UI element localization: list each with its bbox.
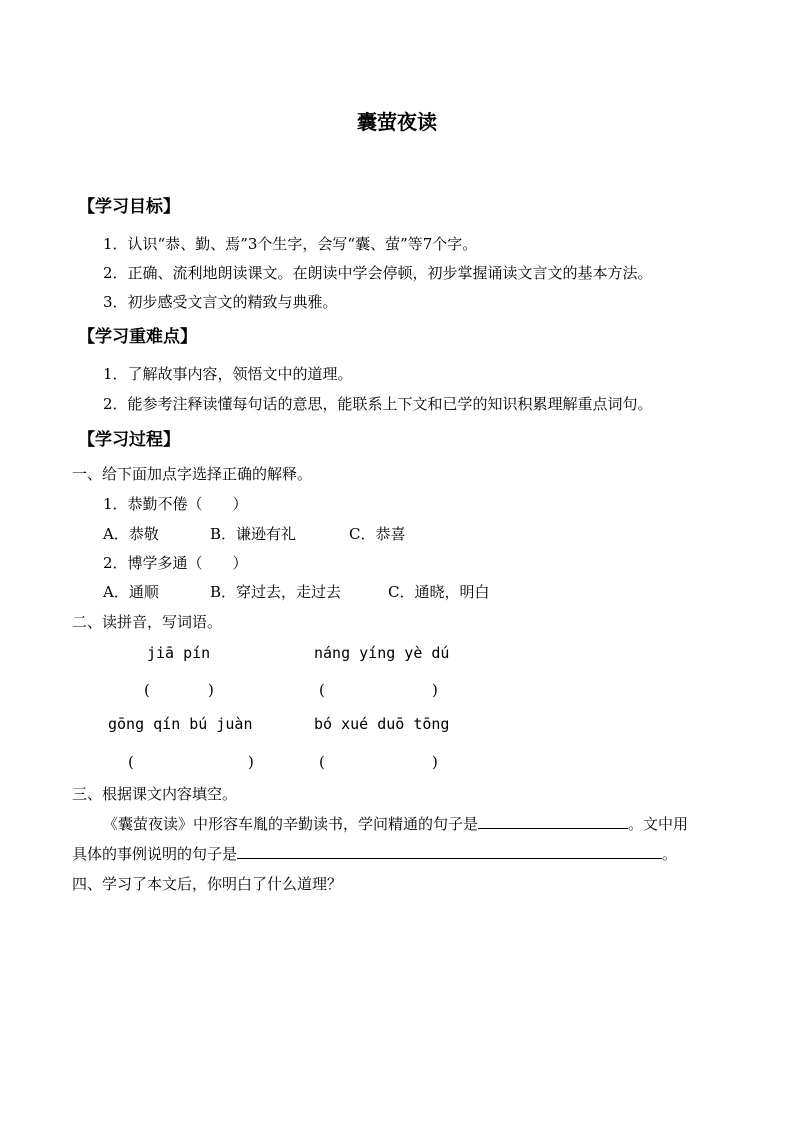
answer-blank[interactable] (237, 844, 662, 859)
goal-item: 1．认识“恭、勤、焉”3个生字，会写“囊、萤”等7个字。 (103, 235, 478, 253)
answer-paren-close: ) (208, 681, 214, 699)
fill-line-2 (72, 843, 677, 864)
option-c: C．恭喜 (349, 525, 406, 543)
answer-paren-open: ( (144, 681, 150, 699)
option-c: C．通晓，明白 (388, 583, 490, 601)
answer-paren-open: ( (128, 753, 134, 771)
answer-paren-open: ( (319, 681, 325, 699)
answer-paren-close: ) (248, 753, 254, 771)
fill-line-1-end: 。文中用 (628, 815, 689, 833)
page-title: 囊萤夜读 (357, 110, 437, 134)
section-heading-goals: 【学习目标】 (78, 197, 180, 217)
answer-blank[interactable] (478, 814, 628, 829)
section-heading-process: 【学习过程】 (78, 430, 180, 450)
option-b: B．穿过去，走过去 (210, 583, 342, 601)
key-point-item: 2．能参考注释读懂每句话的意思，能联系上下文和已学的知识积累理解重点词句。 (103, 395, 653, 413)
option-a: A．通顺 (103, 583, 159, 601)
fill-line-2-text: 具体的事例说明的句子是 (72, 845, 238, 863)
pinyin-prompt: náng yíng yè dú (314, 644, 450, 662)
option-a: A．恭敬 (103, 525, 159, 543)
pinyin-prompt: bó xué duō tōng (314, 715, 450, 733)
goal-item: 3．初步感受文言文的精致与典雅。 (103, 293, 338, 311)
answer-paren-open: ( (319, 753, 325, 771)
question-3-title: 三、根据课文内容填空。 (72, 785, 238, 803)
section-heading-key-points: 【学习重难点】 (78, 327, 197, 347)
option-b: B．谦逊有礼 (210, 525, 297, 543)
question-2-title: 二、读拼音，写词语。 (72, 613, 223, 631)
fill-line-2-end: 。 (662, 845, 678, 863)
question-1-title: 一、给下面加点字选择正确的解释。 (72, 465, 313, 483)
fill-line-1-text: 《囊萤夜读》中形容车胤的辛勤读书，学问精通的句子是 (103, 815, 479, 833)
question-4-title: 四、学习了本文后，你明白了什么道理？ (72, 875, 343, 893)
key-point-item: 1．了解故事内容，领悟文中的道理。 (103, 365, 353, 383)
question-1-item-stem: 1．恭勤不倦（ ） (103, 495, 248, 513)
answer-paren-close: ) (432, 681, 438, 699)
pinyin-prompt: gōng qín bú juàn (108, 715, 253, 733)
pinyin-prompt: jiā pín (147, 644, 211, 662)
fill-line-1 (103, 813, 688, 834)
goal-item: 2．正确、流利地朗读课文。在朗读中学会停顿，初步掌握诵读文言文的基本方法。 (103, 264, 653, 282)
answer-paren-close: ) (432, 753, 438, 771)
question-1-item-stem: 2．博学多通（ ） (103, 554, 248, 572)
